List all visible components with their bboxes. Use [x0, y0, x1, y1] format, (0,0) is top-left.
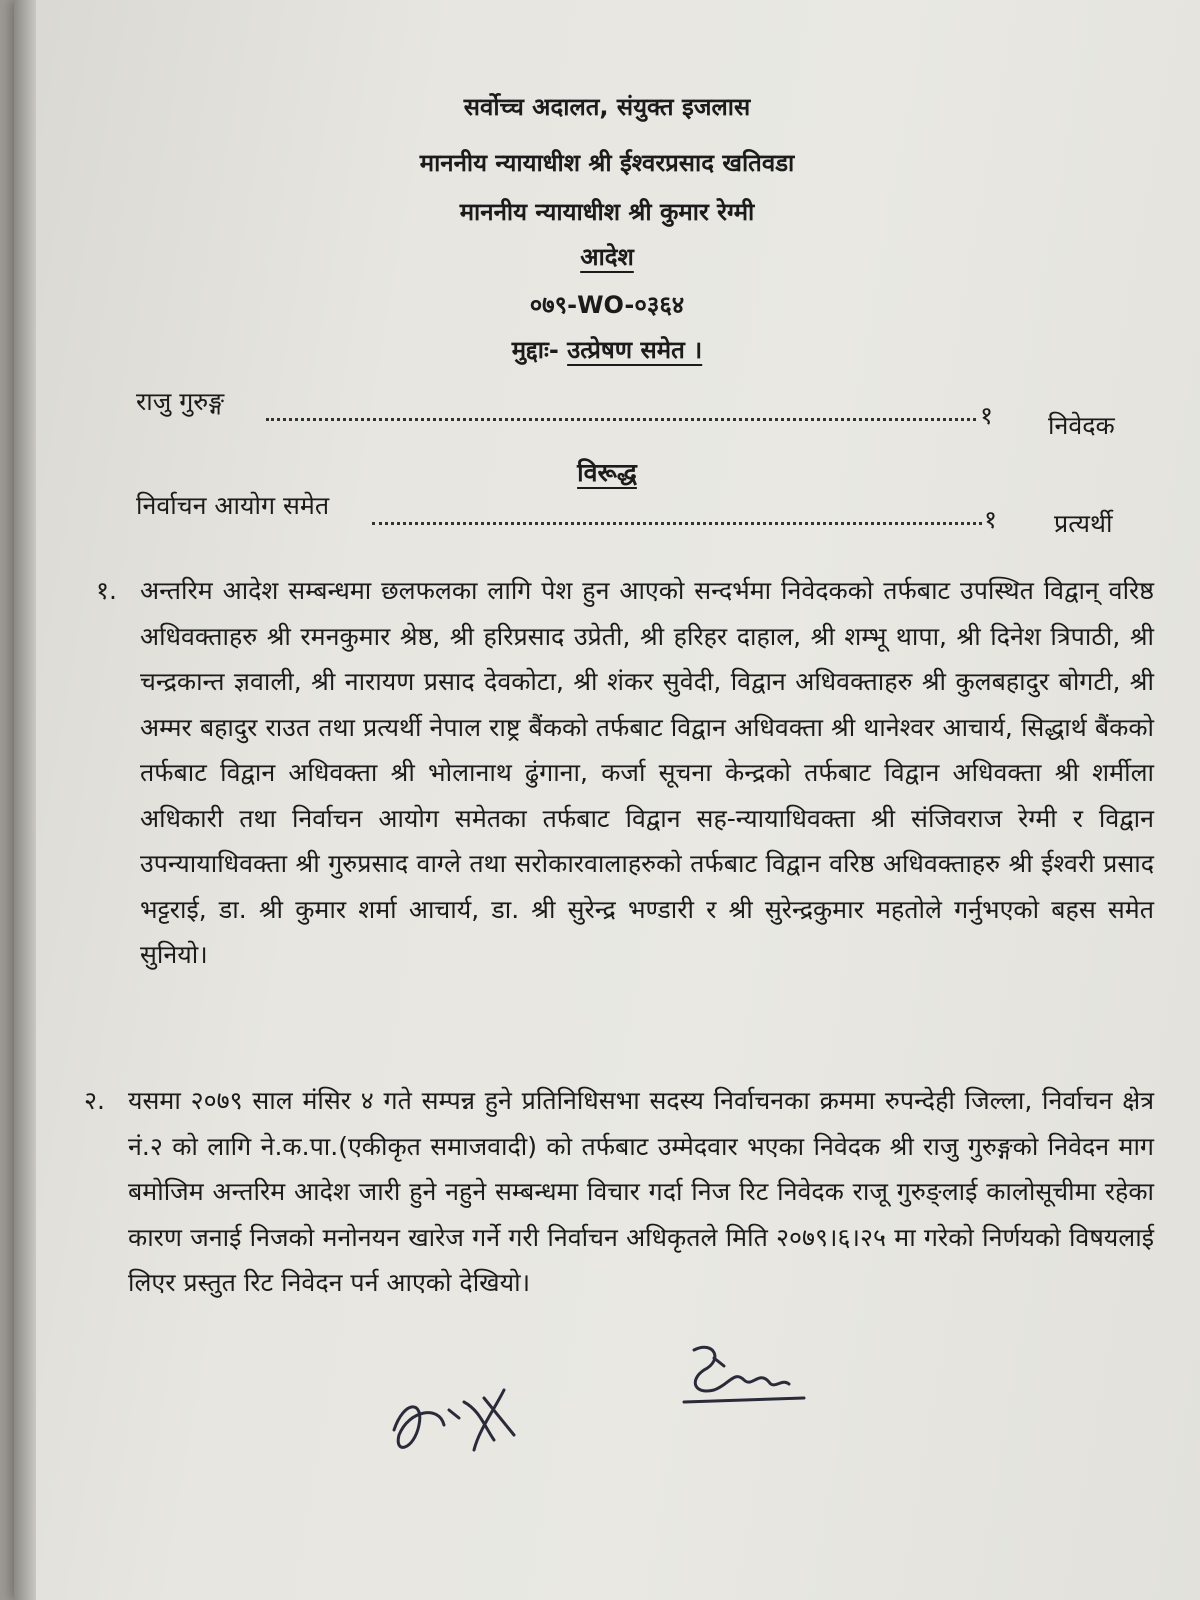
signature-right: [674, 1340, 824, 1420]
respondent-count: १: [984, 505, 998, 534]
petitioner-dotted-line: [266, 418, 976, 421]
order-title: आदेश: [580, 243, 634, 271]
petitioner-count: १: [980, 401, 994, 430]
respondent-name: निर्वाचन आयोग समेत: [136, 491, 330, 520]
versus-label: विरूद्ध: [577, 458, 637, 487]
paragraph-1: [96, 568, 1154, 978]
case-number: ०७९-WO-०३६४: [529, 291, 685, 319]
subject-value: उत्प्रेषण समेत ।: [567, 336, 703, 364]
paragraph-2: [84, 1078, 1154, 1306]
paragraph-1-number: १.: [96, 576, 117, 605]
case-subject: [14, 333, 1200, 366]
petitioner-role: निवेदक: [1048, 411, 1115, 440]
signature-left: [384, 1380, 534, 1460]
court-name: सर्वोच्च अदालत, संयुक्त इजलास: [463, 93, 751, 121]
paragraph-2-text: यसमा २०७९ साल मंसिर ४ गते सम्पन्न हुने प्रतिनिधिसभा सदस्य निर्वाचनका क्रममा रुपन्देही जिल्ला, निर्वाचन क्षेत्र नं.२ को लागि ने.क.पा.(एकीकृत समाजवादी) को तर्फबाट उम्मेदवार भएका निवेदक श्री राजु गुरुङ्गको निवेदन माग बमोजिम अन्तरिम आदेश जारी हुने नहुने सम्बन्धमा विचार गर्दा निज रिट निवेदक राजू गुरुङ्लाई कालोसूचीमा रहेका कारण जनाई निजको मनोनयन खारेज गर्ने गरी निर्वाचन अधिकृतले मिति २०७९।६।२५ मा गरेको निर्णयको विषयलाई लिएर प्रस्तुत रिट निवेदन पर्न आएको देखियो।: [128, 1086, 1154, 1297]
paragraph-2-number: २.: [84, 1086, 105, 1115]
respondent-role: प्रत्यर्थी: [1054, 509, 1113, 538]
judge-2: माननीय न्यायाधीश श्री कुमार रेग्मी: [459, 198, 755, 226]
respondent-dotted-line: [372, 522, 982, 525]
document-page: [14, 0, 1200, 1600]
petitioner-name: राजु गुरुङ्ग: [136, 387, 225, 416]
paragraph-1-text: अन्तरिम आदेश सम्बन्धमा छलफलका लागि पेश हुन आएको सन्दर्भमा निवेदकको तर्फबाट उपस्थित विद्वान् वरिष्ठ अधिवक्ताहरु श्री रमनकुमार श्रेष्ठ, श्री हरिप्रसाद उप्रेती, श्री हरिहर दाहाल, श्री शम्भू थापा, श्री दिनेश त्रिपाठी, श्री चन्द्रकान्त ज्ञवाली, श्री नारायण प्रसाद देवकोटा, श्री शंकर सुवेदी, विद्वान अधिवक्ताहरु श्री कुलबहादुर बोगटी, श्री अम्मर बहादुर राउत तथा प्रत्यर्थी नेपाल राष्ट्र बैंकको तर्फबाट विद्वान अधिवक्ता श्री थानेश्वर आचार्य, सिद्धार्थ बैंकको तर्फबाट विद्वान अधिवक्ता श्री भोलानाथ ढुंगाना, कर्जा सूचना केन्द्रको तर्फबाट विद्वान अधिवक्ता श्री शर्मीला अधिकारी तथा निर्वाचन आयोग समेतका तर्फबाट विद्वान सह-न्यायाधिवक्ता श्री संजिवराज रेग्मी र विद्वान उपन्यायाधिवक्ता श्री गुरुप्रसाद वाग्ले तथा सरोकारवालाहरुको तर्फबाट विद्वान वरिष्ठ अधिवक्ताहरु श्री ईश्वरी प्रसाद भट्टराई, डा. श्री कुमार शर्मा आचार्य, डा. श्री सुरेन्द्र भण्डारी र श्री सुरेन्द्रकुमार महतोले गर्नुभएको बहस समेत सुनियो।: [140, 576, 1154, 969]
judge-1: माननीय न्यायाधीश श्री ईश्वरप्रसाद खतिवडा: [419, 149, 795, 177]
subject-label: मुद्दाः-: [511, 336, 559, 364]
